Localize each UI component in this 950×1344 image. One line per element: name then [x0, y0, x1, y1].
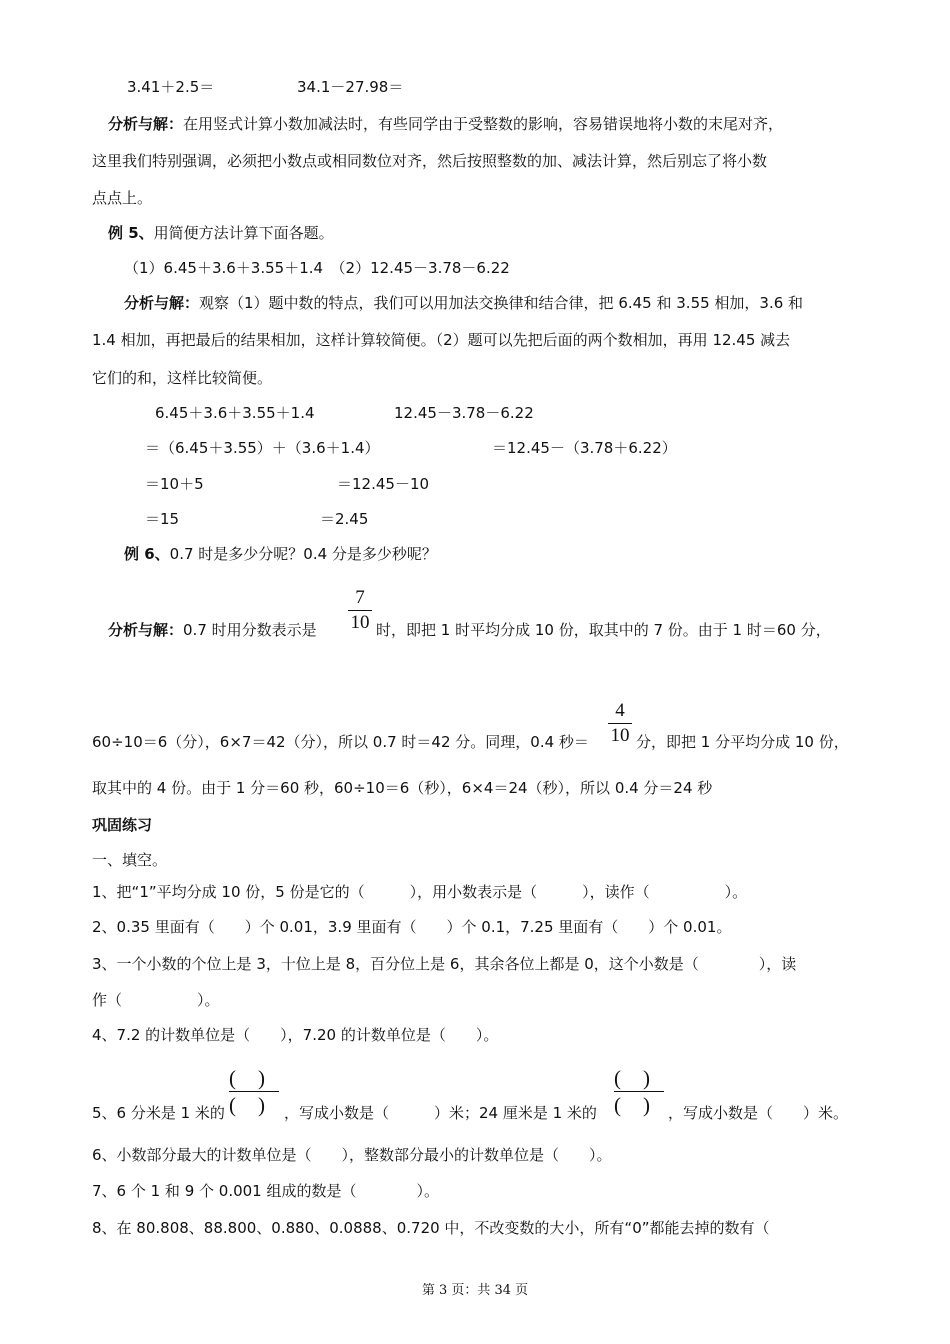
fraction-bar — [348, 610, 372, 611]
analysis-1-text: 在用竖式计算小数加减法时，有些同学由于受整数的影响，容易错误地将小数的末尾对齐， — [183, 115, 784, 133]
question-3-line-2: 作（ ）。 — [92, 991, 220, 1009]
step-right-2: ＝12.45－（3.78＋6.22） — [492, 439, 677, 457]
blank-fraction-denominator: () — [229, 1093, 287, 1117]
fraction-bar — [608, 723, 632, 724]
step-left-3: ＝10＋5 — [145, 475, 204, 493]
question-3-line-1: 3、一个小数的个位上是 3，十位上是 8，百分位上是 6，其余各位上都是 0，这个小数是（ ），读 — [92, 955, 797, 973]
practice-section-1: 一、填空。 — [92, 851, 168, 869]
example-6-text-a2: 时，即把 1 时平均分成 10 份，取其中的 7 份。由于 1 时＝60 分， — [376, 621, 831, 639]
example-6-question: 0.7 时是多少分呢？0.4 分是多少秒呢？ — [169, 545, 437, 563]
blank-fraction-2 — [614, 1066, 672, 1117]
step-right-3: ＝12.45－10 — [337, 475, 430, 493]
analysis-label: 分析与解： — [108, 621, 184, 639]
fraction-denominator: 10 — [350, 612, 370, 633]
fraction-bar — [229, 1091, 279, 1092]
analysis-label: 分析与解： — [108, 115, 184, 133]
blank-fraction-denominator: () — [614, 1093, 672, 1117]
blank-fraction-1 — [229, 1066, 287, 1117]
example-6-title — [124, 544, 437, 564]
example-5-title — [108, 223, 334, 243]
analysis-1-line-3: 点点上。 — [92, 189, 153, 207]
practice-heading: 巩固练习 — [92, 816, 153, 834]
question-5-part-3: ，写成小数是（ ）米。 — [668, 1104, 849, 1122]
step-right-1: 12.45－3.78－6.22 — [394, 404, 534, 422]
example-5-analysis-line-2: 1.4 相加，再把最后的结果相加，这样计算较简便。（2）题可以先把后面的两个数相加，再用 12.45 减去 — [92, 331, 791, 349]
intro-expr-1: 3.41＋2.5＝ — [127, 78, 215, 96]
example-5-analysis-line-3: 它们的和，这样比较简便。 — [92, 369, 273, 387]
question-4: 4、7.2 的计数单位是（ ），7.20 的计数单位是（ ）。 — [92, 1026, 499, 1044]
question-8: 8、在 80.808、88.800、0.880、0.0888、0.720 中，不改变数的大小，所有“0”都能去掉的数有（ — [92, 1219, 770, 1237]
fraction-7-10 — [348, 587, 372, 634]
blank-fraction-numerator: () — [614, 1066, 672, 1090]
analysis-1-line-2: 这里我们特别强调，必须把小数点或相同数位对齐，然后按照整数的加、减法计算，然后别忘了将小数 — [92, 152, 768, 170]
fraction-4-10 — [608, 700, 632, 747]
example-5-analysis-line-1 — [124, 293, 803, 313]
question-5-part-2: ，写成小数是（ ）米；24 厘米是 1 米的 — [284, 1104, 597, 1122]
fraction-denominator: 10 — [610, 725, 630, 746]
fraction-numerator: 7 — [355, 587, 365, 608]
example-5-question: 用简便方法计算下面各题。 — [153, 224, 334, 242]
example-6-text-c: 取其中的 4 份。由于 1 分＝60 秒，60÷10＝6（秒），6×4＝24（秒），所以 0.4 分＝24 秒 — [92, 779, 713, 797]
analysis-1-line-1 — [108, 114, 783, 134]
step-left-1: 6.45＋3.6＋3.55＋1.4 — [155, 404, 315, 422]
question-6: 6、小数部分最大的计数单位是（ ），整数部分最小的计数单位是（ ）。 — [92, 1146, 612, 1164]
step-left-4: ＝15 — [145, 510, 180, 528]
page-footer: 第 3 页：共 34 页 — [421, 1283, 529, 1298]
example-6-text-a1: 0.7 时用分数表示是 — [183, 621, 317, 639]
step-right-4: ＝2.45 — [320, 510, 369, 528]
example-6-label: 例 6、 — [124, 545, 170, 563]
blank-fraction-numerator: () — [229, 1066, 287, 1090]
question-5-part-1: 5、6 分米是 1 米的 — [92, 1104, 225, 1122]
example-6-analysis-line-1 — [108, 620, 317, 640]
question-2: 2、0.35 里面有（ ）个 0.01，3.9 里面有（ ）个 0.1，7.25 里面有（ ）个 0.01。 — [92, 918, 732, 936]
fraction-bar — [614, 1091, 664, 1092]
example-6-text-b1: 60÷10＝6（分），6×7＝42（分），所以 0.7 时＝42 分。同理，0.4 秒＝ — [92, 733, 589, 751]
question-7: 7、6 个 1 和 9 个 0.001 组成的数是（ ）。 — [92, 1182, 439, 1200]
example-5-problems: （1）6.45＋3.6＋3.55＋1.4 （2）12.45－3.78－6.22 — [124, 259, 510, 277]
example-5-analysis-text: 观察（1）题中数的特点，我们可以用加法交换律和结合律，把 6.45 和 3.55 相加，3.6 和 — [199, 294, 804, 312]
intro-expr-2: 34.1－27.98＝ — [297, 78, 404, 96]
step-left-2: ＝（6.45＋3.55）＋（3.6＋1.4） — [145, 439, 380, 457]
analysis-label: 分析与解： — [124, 294, 200, 312]
example-6-text-b2: 分，即把 1 分平均分成 10 份， — [636, 733, 849, 751]
example-5-label: 例 5、 — [108, 224, 154, 242]
fraction-numerator: 4 — [615, 700, 625, 721]
question-1: 1、把“1”平均分成 10 份，5 份是它的（ ），用小数表示是（ ），读作（ ）。 — [92, 883, 748, 901]
